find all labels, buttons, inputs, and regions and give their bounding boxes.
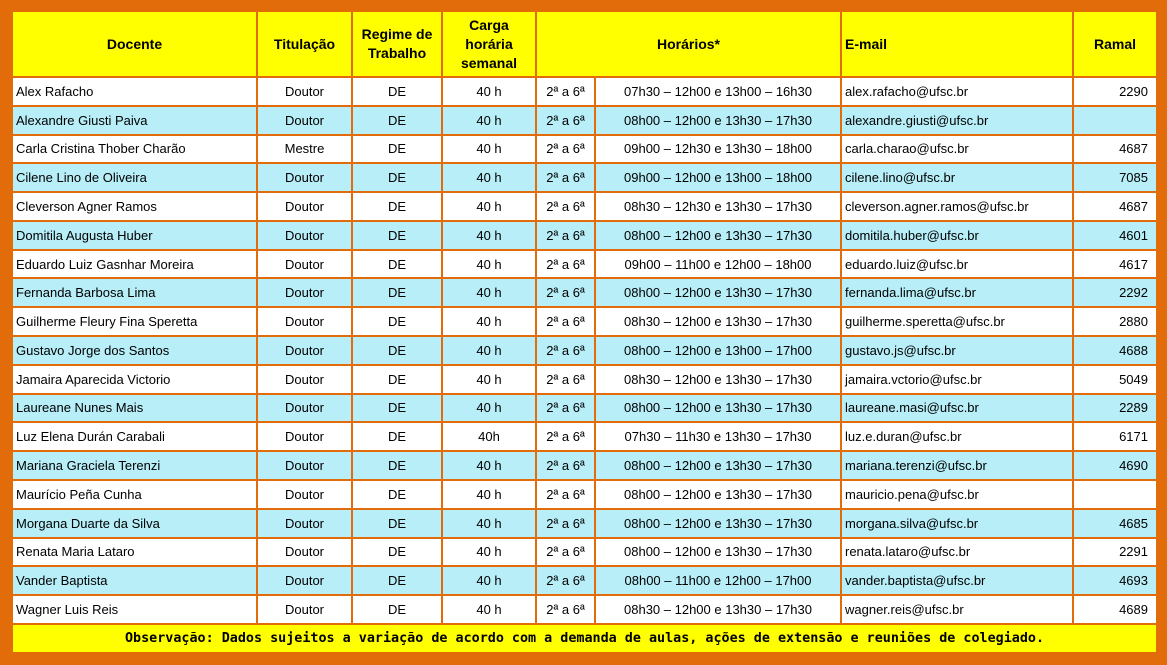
table-row [12,250,1157,279]
titulacao-cell: Doutor [257,163,352,192]
header-docente: Docente [12,11,257,77]
email-cell: mariana.terenzi@ufsc.br [841,451,1073,480]
ramal-cell: 4689 [1073,595,1157,624]
regime-cell: DE [352,307,442,336]
titulacao-cell: Doutor [257,538,352,567]
email-cell: jamaira.vctorio@ufsc.br [841,365,1073,394]
ramal-cell: 4690 [1073,451,1157,480]
ramal-cell [1073,106,1157,135]
titulacao-cell: Doutor [257,394,352,423]
titulacao-cell: Doutor [257,451,352,480]
table-row [12,221,1157,250]
ramal-cell: 2290 [1073,77,1157,106]
regime-cell: DE [352,77,442,106]
regime-cell: DE [352,595,442,624]
horario-cell: 09h00 – 12h00 e 13h00 – 18h00 [595,163,841,192]
email-cell: mauricio.pena@ufsc.br [841,480,1073,509]
footnote-row [12,624,1157,653]
ramal-cell: 4601 [1073,221,1157,250]
horario-cell: 08h00 – 12h00 e 13h30 – 17h30 [595,278,841,307]
carga-cell: 40 h [442,106,536,135]
dias-cell: 2ª a 6ª [536,77,595,106]
dias-cell: 2ª a 6ª [536,595,595,624]
email-cell: fernanda.lima@ufsc.br [841,278,1073,307]
titulacao-cell: Doutor [257,566,352,595]
regime-cell: DE [352,106,442,135]
docente-cell: Cleverson Agner Ramos [12,192,257,221]
titulacao-cell: Doutor [257,365,352,394]
titulacao-cell: Mestre [257,135,352,164]
regime-cell: DE [352,163,442,192]
horario-cell: 07h30 – 11h30 e 13h30 – 17h30 [595,422,841,451]
horario-cell: 09h00 – 11h00 e 12h00 – 18h00 [595,250,841,279]
horario-cell: 08h00 – 12h00 e 13h30 – 17h30 [595,451,841,480]
ramal-cell: 4617 [1073,250,1157,279]
dias-cell: 2ª a 6ª [536,135,595,164]
header-email: E-mail [841,11,1073,77]
dias-cell: 2ª a 6ª [536,250,595,279]
titulacao-cell: Doutor [257,278,352,307]
carga-cell: 40 h [442,77,536,106]
regime-cell: DE [352,135,442,164]
header-regime: Regime de Trabalho [352,11,442,77]
header-horarios: Horários* [536,11,841,77]
regime-cell: DE [352,394,442,423]
ramal-cell: 4687 [1073,135,1157,164]
carga-cell: 40 h [442,336,536,365]
email-cell: alexandre.giusti@ufsc.br [841,106,1073,135]
table-row [12,163,1157,192]
carga-cell: 40 h [442,250,536,279]
horario-cell: 08h30 – 12h00 e 13h30 – 17h30 [595,365,841,394]
email-cell: wagner.reis@ufsc.br [841,595,1073,624]
email-cell: alex.rafacho@ufsc.br [841,77,1073,106]
ramal-cell: 2292 [1073,278,1157,307]
titulacao-cell: Doutor [257,595,352,624]
carga-cell: 40 h [442,595,536,624]
carga-cell: 40 h [442,163,536,192]
docente-cell: Vander Baptista [12,566,257,595]
table-row [12,336,1157,365]
carga-cell: 40 h [442,509,536,538]
titulacao-cell: Doutor [257,422,352,451]
ramal-cell [1073,480,1157,509]
titulacao-cell: Doutor [257,106,352,135]
horario-cell: 08h00 – 12h00 e 13h30 – 17h30 [595,221,841,250]
table-row [12,278,1157,307]
faculty-schedule-table [11,10,1158,654]
titulacao-cell: Doutor [257,480,352,509]
table-row [12,394,1157,423]
email-cell: eduardo.luiz@ufsc.br [841,250,1073,279]
docente-cell: Jamaira Aparecida Victorio [12,365,257,394]
carga-cell: 40 h [442,480,536,509]
docente-cell: Laureane Nunes Mais [12,394,257,423]
email-cell: morgana.silva@ufsc.br [841,509,1073,538]
carga-cell: 40 h [442,135,536,164]
dias-cell: 2ª a 6ª [536,451,595,480]
docente-cell: Domitila Augusta Huber [12,221,257,250]
carga-cell: 40 h [442,278,536,307]
regime-cell: DE [352,278,442,307]
email-cell: gustavo.js@ufsc.br [841,336,1073,365]
dias-cell: 2ª a 6ª [536,106,595,135]
dias-cell: 2ª a 6ª [536,480,595,509]
dias-cell: 2ª a 6ª [536,307,595,336]
dias-cell: 2ª a 6ª [536,278,595,307]
docente-cell: Guilherme Fleury Fina Speretta [12,307,257,336]
header-carga: Carga horária semanal [442,11,536,77]
ramal-cell: 6171 [1073,422,1157,451]
regime-cell: DE [352,192,442,221]
email-cell: luz.e.duran@ufsc.br [841,422,1073,451]
dias-cell: 2ª a 6ª [536,394,595,423]
carga-cell: 40 h [442,451,536,480]
regime-cell: DE [352,566,442,595]
regime-cell: DE [352,480,442,509]
titulacao-cell: Doutor [257,221,352,250]
regime-cell: DE [352,250,442,279]
regime-cell: DE [352,509,442,538]
horario-cell: 08h00 – 12h00 e 13h30 – 17h30 [595,480,841,509]
table-row [12,509,1157,538]
dias-cell: 2ª a 6ª [536,365,595,394]
docente-cell: Luz Elena Durán Carabali [12,422,257,451]
carga-cell: 40 h [442,221,536,250]
horario-cell: 09h00 – 12h30 e 13h30 – 18h00 [595,135,841,164]
ramal-cell: 4688 [1073,336,1157,365]
email-cell: domitila.huber@ufsc.br [841,221,1073,250]
regime-cell: DE [352,451,442,480]
titulacao-cell: Doutor [257,509,352,538]
docente-cell: Eduardo Luiz Gasnhar Moreira [12,250,257,279]
table-row [12,566,1157,595]
ramal-cell: 2289 [1073,394,1157,423]
table-row [12,480,1157,509]
regime-cell: DE [352,538,442,567]
titulacao-cell: Doutor [257,336,352,365]
dias-cell: 2ª a 6ª [536,163,595,192]
horario-cell: 08h00 – 12h00 e 13h00 – 17h00 [595,336,841,365]
ramal-cell: 2291 [1073,538,1157,567]
dias-cell: 2ª a 6ª [536,566,595,595]
docente-cell: Alex Rafacho [12,77,257,106]
horario-cell: 08h00 – 11h00 e 12h00 – 17h00 [595,566,841,595]
table-row [12,451,1157,480]
carga-cell: 40h [442,422,536,451]
regime-cell: DE [352,365,442,394]
ramal-cell: 5049 [1073,365,1157,394]
table-row [12,595,1157,624]
dias-cell: 2ª a 6ª [536,221,595,250]
docente-cell: Gustavo Jorge dos Santos [12,336,257,365]
regime-cell: DE [352,336,442,365]
carga-cell: 40 h [442,394,536,423]
dias-cell: 2ª a 6ª [536,192,595,221]
email-cell: cleverson.agner.ramos@ufsc.br [841,192,1073,221]
carga-cell: 40 h [442,307,536,336]
regime-cell: DE [352,422,442,451]
ramal-cell: 2880 [1073,307,1157,336]
email-cell: laureane.masi@ufsc.br [841,394,1073,423]
carga-cell: 40 h [442,365,536,394]
carga-cell: 40 h [442,566,536,595]
docente-cell: Fernanda Barbosa Lima [12,278,257,307]
docente-cell: Cilene Lino de Oliveira [12,163,257,192]
table-row [12,365,1157,394]
footnote: Observação: Dados sujeitos a variação de acordo com a demanda de aulas, ações de extensão e reuniões de colegiado. [12,624,1157,653]
dias-cell: 2ª a 6ª [536,538,595,567]
carga-cell: 40 h [442,192,536,221]
email-cell: renata.lataro@ufsc.br [841,538,1073,567]
docente-cell: Mariana Graciela Terenzi [12,451,257,480]
horario-cell: 08h30 – 12h00 e 13h30 – 17h30 [595,307,841,336]
titulacao-cell: Doutor [257,250,352,279]
ramal-cell: 7085 [1073,163,1157,192]
table-row [12,422,1157,451]
horario-cell: 08h00 – 12h00 e 13h30 – 17h30 [595,538,841,567]
regime-cell: DE [352,221,442,250]
horario-cell: 08h00 – 12h00 e 13h30 – 17h30 [595,394,841,423]
titulacao-cell: Doutor [257,307,352,336]
table-row [12,307,1157,336]
titulacao-cell: Doutor [257,192,352,221]
titulacao-cell: Doutor [257,77,352,106]
ramal-cell: 4685 [1073,509,1157,538]
email-cell: cilene.lino@ufsc.br [841,163,1073,192]
carga-cell: 40 h [442,538,536,567]
dias-cell: 2ª a 6ª [536,509,595,538]
email-cell: carla.charao@ufsc.br [841,135,1073,164]
header-row [12,11,1157,77]
docente-cell: Wagner Luis Reis [12,595,257,624]
ramal-cell: 4687 [1073,192,1157,221]
horario-cell: 08h00 – 12h00 e 13h30 – 17h30 [595,106,841,135]
docente-cell: Alexandre Giusti Paiva [12,106,257,135]
table-row [12,538,1157,567]
docente-cell: Morgana Duarte da Silva [12,509,257,538]
horario-cell: 08h30 – 12h30 e 13h30 – 17h30 [595,192,841,221]
docente-cell: Maurício Peña Cunha [12,480,257,509]
table-row [12,135,1157,164]
table-row [12,192,1157,221]
email-cell: vander.baptista@ufsc.br [841,566,1073,595]
email-cell: guilherme.speretta@ufsc.br [841,307,1073,336]
dias-cell: 2ª a 6ª [536,336,595,365]
horario-cell: 08h00 – 12h00 e 13h30 – 17h30 [595,509,841,538]
header-titulacao: Titulação [257,11,352,77]
horario-cell: 08h30 – 12h00 e 13h30 – 17h30 [595,595,841,624]
table-row [12,77,1157,106]
table-body [12,77,1157,624]
dias-cell: 2ª a 6ª [536,422,595,451]
table-row [12,106,1157,135]
horario-cell: 07h30 – 12h00 e 13h00 – 16h30 [595,77,841,106]
header-ramal: Ramal [1073,11,1157,77]
ramal-cell: 4693 [1073,566,1157,595]
docente-cell: Renata Maria Lataro [12,538,257,567]
docente-cell: Carla Cristina Thober Charão [12,135,257,164]
